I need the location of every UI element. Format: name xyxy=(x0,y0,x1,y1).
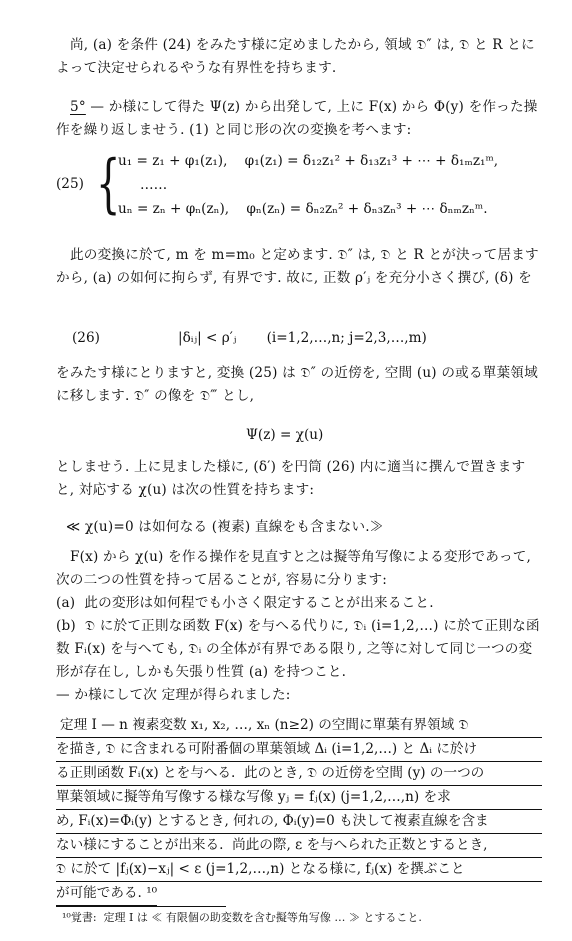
equation-25-line-2: …… xyxy=(140,177,168,193)
theorem-line: 單葉領域に擬等角写像する様な写像 yⱼ = fⱼ(x) (j=1,2,…,n) を求 xyxy=(56,786,542,810)
paragraph-4: をみたす様にとりますと, 変換 (25) は 𝔇″ の近傍を, 空間 (u) の或る單葉領域に移します. 𝔇″ の像を 𝔇‴ とし, xyxy=(56,365,538,404)
paragraph-7: F(x) から χ(u) を作る操作を見直すと之は擬等角写像による変形であって, 次の二つの性質を持って居ることが, 容易に分ります: xyxy=(56,549,536,588)
equation-26: |δᵢⱼ| < ρ′ⱼ (i=1,2,…,n; j=2,3,…,m) xyxy=(178,330,427,346)
equation-25-line-3: uₙ = zₙ + φₙ(zₙ), φₙ(zₙ) = δₙ₂zₙ² + δₙ₃zₙ³ + ⋯ δₙₘzₙᵐ. xyxy=(118,201,488,217)
paragraph-2 xyxy=(56,96,542,142)
paragraph-10: — か様にして次 定理が得られました: xyxy=(56,687,291,703)
equation-psi-chi: Ψ(z) = χ(u) xyxy=(246,427,324,443)
footnote: ¹⁰覚書: 定理 I は ≪ 有限個の助変数を含む擬等角写像 … ≫ とすること. xyxy=(62,911,422,924)
paragraph-2-text: — か様にして得た Ψ(z) から出発して, 上に F(x) から Φ(y) を作った操作を繰り返しませう. (1) と同じ形の次の変換を考へます: xyxy=(56,99,538,138)
item-a: (a) 此の変形は如何程でも小さく限定することが出来ること. xyxy=(56,595,434,611)
equation-25-line-1: u₁ = z₁ + φ₁(z₁), φ₁(z₁) = δ₁₂z₁² + δ₁₃z₁³ + ⋯ + δ₁ₘz₁ᵐ, xyxy=(118,153,499,169)
paragraph-1: 尚, (a) を条件 (24) をみたす様に定めましたから, 領域 𝔇″ は, 𝔇 と R とによって決定せられるやうな有界性を持ちます. xyxy=(56,37,535,76)
equation-25-label: (25) xyxy=(56,176,84,192)
paragraph-6: ≪ χ(u)=0 は如何なる (複素) 直線をも含まない.≫ xyxy=(66,519,384,535)
theorem-line: が可能である. ¹⁰ xyxy=(56,882,157,906)
theorem-block xyxy=(56,714,542,906)
paragraph-5: としませう. 上に見ました様に, (δ′) を円筒 (26) 内に適当に撰んで置きますと, 対応する χ(u) は次の性質を持ちます: xyxy=(56,459,526,498)
footnote-rule xyxy=(56,906,226,907)
theorem-line: 𝔇 に於て |fⱼ(x)−xⱼ| < ε (j=1,2,…,n) となる様に, fⱼ(x) を撰ぶこと xyxy=(56,858,542,882)
section-number: 5° xyxy=(70,99,86,115)
theorem-line: を描き, 𝔇 に含まれる可附番個の單葉領域 Δᵢ (i=1,2,…) と Δᵢ に於け xyxy=(56,738,542,762)
theorem-line: め, Fᵢ(x)=Φᵢ(y) とするとき, 何れの, Φᵢ(y)=0 も決して複素直線を含ま xyxy=(56,810,542,834)
paragraph-3: 此の変換に於て, m を m=m₀ と定めます. 𝔇″ は, 𝔇 と R とが決って居ますから, (a) の如何に拘らず, 有界です. 故に, 正数 ρ′ⱼ を充分小さく撰び, (δ) を xyxy=(56,247,539,286)
theorem-line: 定理 I — n 複素変数 x₁, x₂, …, xₙ (n≥2) の空間に單葉有界領域 𝔇 xyxy=(56,714,542,738)
equation-26-label: (26) xyxy=(72,330,100,346)
left-brace: { xyxy=(96,147,121,221)
theorem-line: る正則函数 Fᵢ(x) とを与へる. 此のとき, 𝔇 の近傍を空間 (y) の一つの xyxy=(56,762,542,786)
item-b: (b) 𝔇 に於て正則な函数 F(x) を与へる代りに, 𝔇ᵢ (i=1,2,…) に於て正則な函数 Fᵢ(x) を与へても, 𝔇ᵢ の全体が有界である限り, 之等に対して同じ一つの変形が存在し, しかも矢張り性質 (a) を持つこと. xyxy=(56,618,540,680)
theorem-line: ない様にすることが出来る. 尚此の際, ε を与へられた正数とするとき, xyxy=(56,834,542,858)
